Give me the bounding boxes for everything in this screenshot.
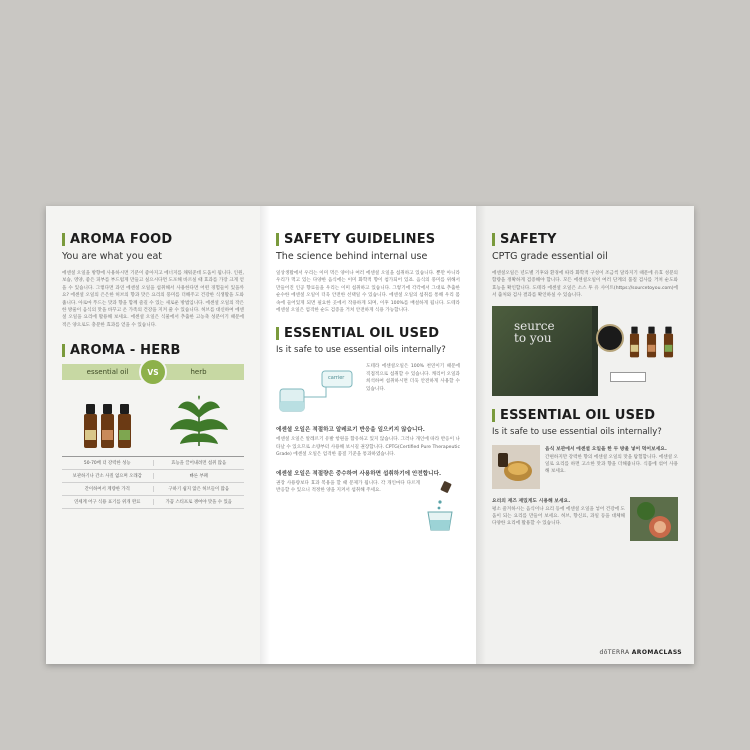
title-accent-bar	[62, 233, 65, 246]
dosage-block	[276, 480, 460, 532]
cptg-seal-icon	[596, 324, 624, 352]
compare-images	[62, 390, 244, 448]
carrier-label: carrier	[328, 375, 345, 382]
safety-guidelines-body: 일상생활에서 우리는 이미 먹은 양이나 여러 에센셜 오일을 섭취하고 있습니다. 뿐만 아니라 우리가 먹고 있는 다양한 음식에는 이미 화학적 향이 첨가되어 있죠. 음식의 풍미를 위해서 만들어진 인공 향료들을 우리는 이미 섭취하고 있습니다. 그렇기에 각각에서 그대로 추출한 순수한 에센셜 오일이 더욱 안전한 선택일 수 있습니다. 에센셜 오일의 섭취를 통해 우리 몸 속에 들어있게 되면 필요한 곳에서 작용하게 되며, 이후 100%를 배설하게 됩니다. 도테라 에센셜 오일은 엄격한 순도 검증을 거쳐 안전하게 식용 가능합니다.	[276, 271, 460, 314]
internal-use-title-2	[492, 408, 678, 423]
internal-use-subtitle: Is it safe to use essential oils internally?	[276, 345, 446, 356]
lookup-button	[610, 372, 646, 382]
aroma-herb-title-text: AROMA - HERB	[70, 343, 181, 359]
safety-subtitle: CPTG grade essential oil	[492, 251, 608, 262]
title-accent-bar	[492, 233, 495, 246]
dilution-diagram	[276, 363, 460, 419]
table-row: 간이하여서 계량한 가격 구하기 쉽지 않은 허브들이 많음	[62, 483, 244, 496]
table-row: 50-70배 더 강력한 성능 효능을 끌어내려면 섭취 많음	[62, 457, 244, 470]
salad-dish-icon	[630, 497, 678, 541]
title-accent-bar	[492, 409, 495, 422]
oil-bottle-icon	[664, 326, 673, 357]
dilution-icon	[276, 363, 362, 419]
table-row: 연세계 어구 식용 표기를 위개 완료 가끔 스티프로 쟁여야 맛을 수 있음	[62, 496, 244, 509]
feature-honey-body: 간편하지만 강력한 향의 에센셜 오일의 맛을 탐험합니다. 에센셜 오일로 요리를 하면 고소한 맛과 향을 더해줍니다. 식품에 섞어 사용해 보세요.	[545, 454, 678, 475]
oil-bottle-icon	[84, 404, 97, 448]
dosage-body: 권장 사용량보다 효과 복용을 할 때 문제가 됩니다. 각 개인마다 다르게 반응할 수 있으니 적정한 양을 지켜서 섭취해 주세요.	[276, 480, 420, 494]
safety-guidelines-title-text: SAFETY GUIDELINES	[284, 232, 436, 247]
dilution-illustration	[276, 363, 362, 419]
herb-image	[153, 390, 244, 448]
allergy-body: 에센셜 오일은 알레르기 유발 항원을 함유하고 있지 않습니다. 그러나 개인에 따라 반응이 나타날 수 있으므로 소량부터 사용해 보시길 권장합니다. CPTG(Certified Pure Therapeutic Grade) 에센셜 오일은 엄격한 품질 기준을 통과하였습니다.	[276, 437, 460, 458]
safety-guidelines-subtitle: The science behind internal use	[276, 251, 428, 262]
title-accent-bar	[276, 233, 279, 246]
internal-use-subtitle-2: Is it safe to use essential oils internally?	[492, 426, 662, 437]
product-bottles	[626, 320, 677, 364]
honey-spoon-icon	[492, 445, 540, 489]
comparison-table	[62, 456, 244, 509]
honey-photo	[492, 445, 540, 489]
aroma-food-title-text: AROMA FOOD	[70, 232, 173, 247]
aroma-food-body: 에센셜 오일을 방향에 사용하시면 기분이 좋아지고 에너지를 채워준데 도움이 됩니다. 인원, 보습, 영양, 좋은 피부를 부드럽게 만들고 실으시다면 도포해 바르실 때 효과를 가장 크게 얻을 수 있습니다. 그렇다면 과연 에센셜 오일을 섭취해서 사용한다면 어떤 경험들이 있을까요? 에센셜 오일의 은은한 허브의 향과 맛은 요리의 풍미를 더해주고 건강한 식생활을 도와줍니다. 아로마 푸드는 맛과 향을 함께 즐길 수 있는 새로운 방법입니다. 에센셜 오일의 작은 한 방울이 음식의 맛을 바꾸고 온 가족의 건강을 지켜 줄 수 있습니다. 허브를 대신하여 에센셜 오일을 요리에 활용해 보세요. 에센셜 오일은 식물에서 추출한 고농축 성분이기 때문에 적은 양으로도 충분한 효과를 얻을 수 있습니다.	[62, 271, 244, 328]
panel-safety	[476, 206, 694, 664]
cooking-photo	[630, 497, 678, 541]
oil-bottle-icon	[118, 404, 131, 448]
footer-brand	[600, 649, 682, 656]
compare-bar	[62, 364, 244, 380]
oil-bottle-icon	[647, 326, 656, 357]
feature-honey	[492, 445, 678, 489]
safety-body: 에센셜오일은 년도별 기후와 환경에 따라 화학적 구성이 조금씩 달라지기 때문에 유효 성분의 함량을 정확하게 검증해야 합니다. 모든 에센셜오일이 여러 단계의 품질 검사를 거쳐 순도와 효능을 확인합니다. 도테라 에센셜 오일은 소스 투 유 사이트(https://sourcetoyou.com)에서 출처와 검사 결과를 확인하실 수 있습니다.	[492, 271, 678, 299]
aroma-food-title	[62, 232, 244, 247]
compare-right-label: herb	[190, 368, 207, 377]
source-to-you-screenshot	[492, 306, 678, 396]
source-to-you-logo: seurce to you	[514, 318, 555, 345]
oil-bottle-icon	[630, 326, 639, 357]
feature-cooking	[492, 497, 678, 541]
safety-title	[492, 232, 678, 247]
doterra-logo: dōTERRA	[599, 649, 630, 656]
aroma-herb-title	[62, 343, 244, 358]
dropper-glass-icon	[420, 480, 460, 532]
dosage-heading: 에센셜 오일은 적절량은 중수하여 사용하면 섭취하기에 안전합니다.	[276, 470, 442, 477]
title-accent-bar	[276, 327, 279, 340]
vs-badge: VS	[139, 358, 167, 386]
feature-cooking-text	[492, 497, 630, 541]
oil-bottle-icon	[101, 404, 114, 448]
table-row: 보관하기나 간소 사질 없으며 오래감 빠른 부패	[62, 470, 244, 483]
allergy-heading: 에센셜 오일은 적절하고 알레르기 반응을 일으키지 않습니다.	[276, 427, 425, 434]
compare-left-label: essential oil	[86, 368, 129, 377]
oil-bottles	[62, 390, 153, 448]
feature-cooking-body: 평소 즐겨하시는 음식이나 요리 등에 에센셜 오일을 넣어 건강에 도움이 되는 요리를 만들어 보세요. 허브, 향신료, 과일 등을 대체해 다양한 요리에 활용할 수 있습니다.	[492, 506, 625, 527]
panel-safety-guidelines	[260, 206, 476, 664]
feature-honey-heading: 음식 보관에서 에센셜 오일을 한 두 방울 넣어 먹어보세요.	[545, 446, 667, 452]
brochure	[46, 206, 694, 664]
panel-aroma-food	[46, 206, 260, 664]
title-accent-bar	[62, 344, 65, 357]
herb-leaf-icon	[164, 392, 234, 448]
internal-use-title-text: ESSENTIAL OIL USED	[284, 326, 440, 342]
safety-guidelines-title	[276, 232, 460, 247]
dilution-text: 도테라 에센셜오일은 100% 천연이기 때문에 직접적으로 섭취할 수 있습니다. 캐리어 오일과 희석하여 섭취하시면 더욱 안전하게 사용할 수 있습니다.	[366, 364, 460, 392]
aroma-food-subtitle: You are what you eat	[62, 251, 163, 262]
feature-cooking-heading: 요리의 재즈 재밌게도 시용해 보세요.	[492, 498, 571, 504]
safety-title-text: SAFETY	[500, 232, 557, 247]
internal-use-title-2-text: ESSENTIAL OIL USED	[500, 407, 656, 423]
internal-use-title	[276, 326, 460, 341]
feature-honey-text	[540, 445, 678, 489]
aromaclass-logo: AROMACLASS	[631, 649, 682, 656]
